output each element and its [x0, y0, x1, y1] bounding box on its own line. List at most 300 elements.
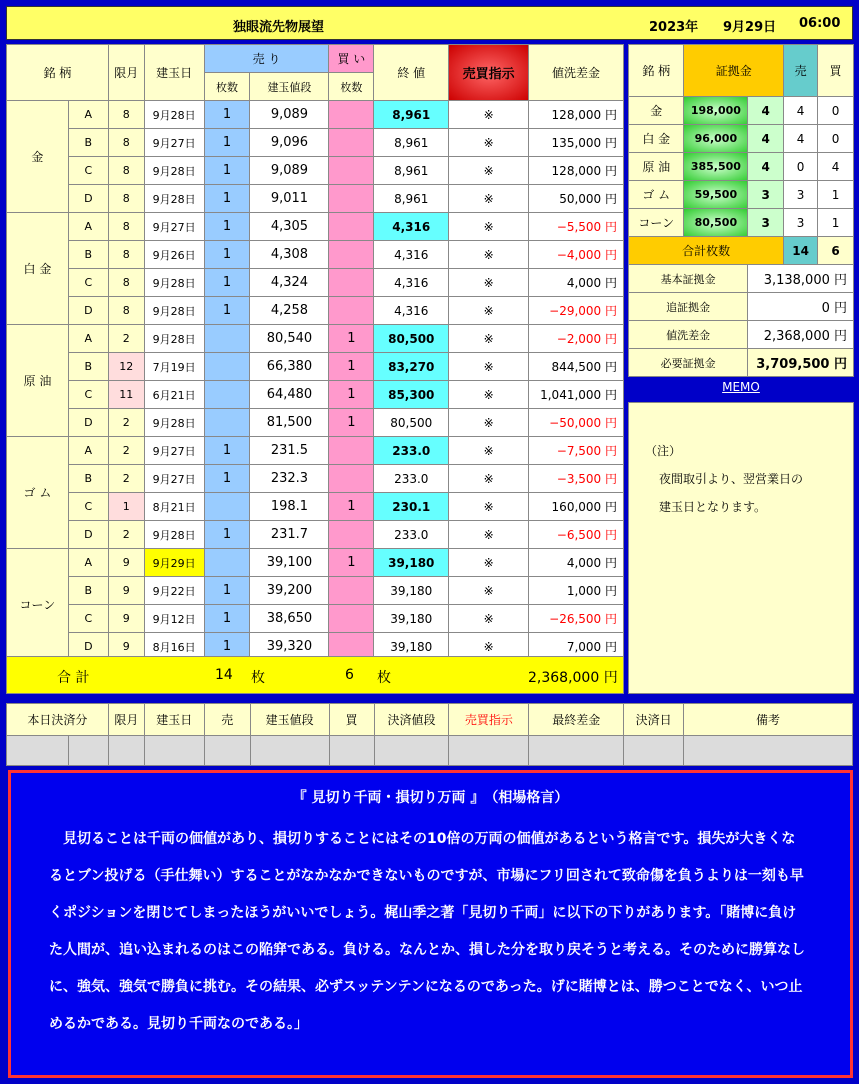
buy-count-cell: [329, 185, 374, 213]
margin-sell: 4: [784, 97, 818, 125]
entry-price-cell: 9,089: [250, 101, 329, 129]
grade-cell: A: [68, 437, 108, 465]
col-gengetsu: 限月: [108, 45, 144, 101]
position-row: [7, 409, 624, 437]
margin-amount: 198,000: [684, 97, 748, 125]
date-cell: 9月27日: [144, 437, 204, 465]
sell-count-cell: [204, 353, 250, 381]
margin-row: [629, 153, 854, 181]
grade-cell: C: [68, 493, 108, 521]
grade-cell: B: [68, 241, 108, 269]
header-bar: [6, 6, 853, 40]
proverb-body: 見切ることは千両の価値があり、損切りすることにはその10倍の万両の価値があるという格言です。損失が大きくなるとブン投げる（手仕舞い）することがなかなかできないものですが、市場にフリ回されて致命傷を負うよりは一刻も早くポジションを閉じてしまったほうがいいでしょう。梶山季之著「見切り千両」に以下の下りがあります。「賭博に負けた人間が、追い込まれるのはこの陥穽である。負ける。なんとか、損した分を取り戻そうと考える。そのために勝算なしに、強気、強気で勝負に挑む。その結果、必ずスッテンテンになるのであった。げに賭博とは、勝つことでなく、いつ止めるかである。見切り千両なのである。」: [49, 831, 805, 1032]
sell-count-cell: 1: [204, 185, 250, 213]
grade-cell: C: [68, 269, 108, 297]
position-row: [7, 549, 624, 577]
settled-empty-cell: [374, 736, 449, 766]
sell-count-cell: 1: [204, 213, 250, 241]
diff-cell: 50,000 円: [529, 185, 624, 213]
diff-cell: −4,000 円: [529, 241, 624, 269]
sell-count-cell: 1: [204, 521, 250, 549]
settled-empty-cell: [204, 736, 250, 766]
order-cell: ※: [449, 633, 529, 661]
margin-count: 4: [748, 153, 784, 181]
settled-col: 決済日: [624, 704, 684, 736]
date-cell: 9月28日: [144, 297, 204, 325]
entry-price-cell: 38,650: [250, 605, 329, 633]
margin-sell: 0: [784, 153, 818, 181]
order-cell: ※: [449, 465, 529, 493]
positions-table: [6, 44, 624, 661]
settled-empty-row: [7, 736, 853, 766]
date-cell: 9月28日: [144, 409, 204, 437]
summary-label: 必要証拠金: [629, 349, 748, 377]
diff-cell: −29,000 円: [529, 297, 624, 325]
close-price-cell: 4,316: [374, 213, 449, 241]
buy-count-cell: [329, 577, 374, 605]
grade-cell: D: [68, 185, 108, 213]
close-price-cell: 85,300: [374, 381, 449, 409]
total-buy-count: 6: [345, 667, 354, 683]
date-cell: 9月28日: [144, 269, 204, 297]
order-cell: ※: [449, 409, 529, 437]
month-cell: 8: [108, 129, 144, 157]
settled-empty-cell: [624, 736, 684, 766]
margin-table: [628, 44, 854, 377]
total-sell-count: 14: [215, 667, 233, 683]
margin-name: 白 金: [629, 125, 684, 153]
col-baibai-shiji: 売買指示: [449, 45, 529, 101]
order-cell: ※: [449, 129, 529, 157]
month-cell: 2: [108, 325, 144, 353]
entry-price-cell: 39,320: [250, 633, 329, 661]
margin-row: [629, 209, 854, 237]
close-price-cell: 233.0: [374, 465, 449, 493]
diff-cell: 1,041,000 円: [529, 381, 624, 409]
margin-buy: 1: [818, 209, 854, 237]
month-cell: 2: [108, 409, 144, 437]
sell-count-cell: 1: [204, 157, 250, 185]
col-tategyokubi: 建玉日: [144, 45, 204, 101]
entry-price-cell: 4,258: [250, 297, 329, 325]
col-nearai: 値洗差金: [529, 45, 624, 101]
margin-summary-row: [629, 349, 854, 377]
close-price-cell: 4,316: [374, 297, 449, 325]
buy-count-cell: [329, 297, 374, 325]
order-cell: ※: [449, 437, 529, 465]
grade-cell: B: [68, 577, 108, 605]
margin-amount: 80,500: [684, 209, 748, 237]
margin-total-row: [629, 237, 854, 265]
settled-empty-cell: [108, 736, 144, 766]
date-cell: 6月21日: [144, 381, 204, 409]
entry-price-cell: 4,324: [250, 269, 329, 297]
settled-empty-cell: [68, 736, 108, 766]
commodity-name: コーン: [7, 549, 69, 661]
page-title: 独眼流先物展望: [233, 20, 325, 35]
margin-summary-row: [629, 293, 854, 321]
margin-summary-row: [629, 265, 854, 293]
sell-count-cell: [204, 549, 250, 577]
settled-table: [6, 703, 853, 766]
settled-empty-cell: [684, 736, 853, 766]
date-cell: 9月28日: [144, 325, 204, 353]
close-price-cell: 80,500: [374, 409, 449, 437]
month-cell: 2: [108, 465, 144, 493]
sell-count-cell: 1: [204, 465, 250, 493]
buy-count-cell: [329, 521, 374, 549]
entry-price-cell: 81,500: [250, 409, 329, 437]
buy-count-cell: [329, 269, 374, 297]
settled-header-row: [7, 704, 853, 736]
buy-count-cell: [329, 101, 374, 129]
commodity-name: 白 金: [7, 213, 69, 325]
margin-name: ゴ ム: [629, 181, 684, 209]
sell-count-cell: 1: [204, 241, 250, 269]
close-price-cell: 8,961: [374, 157, 449, 185]
settled-empty-cell: [250, 736, 329, 766]
margin-amount: 96,000: [684, 125, 748, 153]
diff-cell: 128,000 円: [529, 157, 624, 185]
total-diff: 2,368,000 円: [528, 670, 618, 686]
grade-cell: A: [68, 549, 108, 577]
settled-col: 売買指示: [449, 704, 529, 736]
margin-row: [629, 181, 854, 209]
close-price-cell: 39,180: [374, 577, 449, 605]
date-cell: 8月16日: [144, 633, 204, 661]
margin-total-sell: 14: [784, 237, 818, 265]
diff-cell: −50,000 円: [529, 409, 624, 437]
sell-count-cell: 1: [204, 129, 250, 157]
close-price-cell: 39,180: [374, 605, 449, 633]
order-cell: ※: [449, 493, 529, 521]
header-time: 06:00: [799, 16, 841, 31]
grade-cell: B: [68, 129, 108, 157]
commodity-name: 金: [7, 101, 69, 213]
position-row: [7, 325, 624, 353]
position-row: [7, 241, 624, 269]
buy-count-cell: [329, 605, 374, 633]
total-unit-sell: 枚: [251, 670, 265, 686]
close-price-cell: 8,961: [374, 129, 449, 157]
proverb-title: 『 見切り千両・損切り万両 』 （相場格言）: [292, 790, 569, 806]
diff-cell: 160,000 円: [529, 493, 624, 521]
buy-count-cell: [329, 213, 374, 241]
diff-cell: 128,000 円: [529, 101, 624, 129]
diff-cell: 1,000 円: [529, 577, 624, 605]
grade-cell: C: [68, 605, 108, 633]
settled-col: 本日決済分: [7, 704, 109, 736]
position-row: [7, 493, 624, 521]
margin-col-shokokin: 証拠金: [684, 45, 784, 97]
position-row: [7, 381, 624, 409]
buy-count-cell: 1: [329, 381, 374, 409]
order-cell: ※: [449, 325, 529, 353]
sell-count-cell: [204, 325, 250, 353]
grade-cell: A: [68, 101, 108, 129]
month-cell: 11: [108, 381, 144, 409]
col-uri-maisu: 枚数: [204, 73, 250, 101]
margin-col-meigara: 銘 柄: [629, 45, 684, 97]
date-cell: 9月12日: [144, 605, 204, 633]
month-cell: 8: [108, 269, 144, 297]
buy-count-cell: 1: [329, 353, 374, 381]
entry-price-cell: 231.7: [250, 521, 329, 549]
sell-count-cell: [204, 409, 250, 437]
close-price-cell: 8,961: [374, 185, 449, 213]
margin-count: 4: [748, 125, 784, 153]
sell-count-cell: [204, 381, 250, 409]
entry-price-cell: 4,308: [250, 241, 329, 269]
position-row: [7, 353, 624, 381]
buy-count-cell: 1: [329, 409, 374, 437]
memo-line3: 建玉日となります。: [659, 500, 767, 514]
settled-empty-cell: [329, 736, 374, 766]
date-cell: 9月29日: [144, 549, 204, 577]
date-cell: 9月27日: [144, 465, 204, 493]
diff-cell: 135,000 円: [529, 129, 624, 157]
entry-price-cell: 39,200: [250, 577, 329, 605]
order-cell: ※: [449, 549, 529, 577]
col-kai: 買 い: [329, 45, 374, 73]
entry-price-cell: 9,089: [250, 157, 329, 185]
date-cell: 9月27日: [144, 213, 204, 241]
diff-cell: −2,000 円: [529, 325, 624, 353]
entry-price-cell: 9,096: [250, 129, 329, 157]
order-cell: ※: [449, 577, 529, 605]
col-kai-maisu: 枚数: [329, 73, 374, 101]
col-uri: 売 り: [204, 45, 329, 73]
margin-buy: 1: [818, 181, 854, 209]
date-cell: 9月28日: [144, 157, 204, 185]
grade-cell: D: [68, 409, 108, 437]
margin-sell: 4: [784, 125, 818, 153]
entry-price-cell: 4,305: [250, 213, 329, 241]
close-price-cell: 39,180: [374, 549, 449, 577]
order-cell: ※: [449, 297, 529, 325]
position-row: [7, 437, 624, 465]
total-unit-buy: 枚: [377, 670, 391, 686]
close-price-cell: 80,500: [374, 325, 449, 353]
margin-col-uri: 売: [784, 45, 818, 97]
month-cell: 2: [108, 437, 144, 465]
entry-price-cell: 39,100: [250, 549, 329, 577]
memo-link[interactable]: MEMO: [722, 380, 760, 394]
header-date: 9月29日: [723, 20, 777, 35]
date-cell: 9月28日: [144, 185, 204, 213]
proverb-panel: [8, 770, 853, 1078]
margin-buy: 0: [818, 97, 854, 125]
header-year: 2023年: [649, 20, 699, 35]
margin-row: [629, 97, 854, 125]
buy-count-cell: [329, 241, 374, 269]
position-row: [7, 297, 624, 325]
margin-amount: 59,500: [684, 181, 748, 209]
buy-count-cell: 1: [329, 493, 374, 521]
diff-cell: −26,500 円: [529, 605, 624, 633]
entry-price-cell: 231.5: [250, 437, 329, 465]
order-cell: ※: [449, 521, 529, 549]
margin-count: 4: [748, 97, 784, 125]
month-cell: 9: [108, 605, 144, 633]
col-meigara: 銘 柄: [7, 45, 109, 101]
close-price-cell: 233.0: [374, 437, 449, 465]
grade-cell: D: [68, 521, 108, 549]
margin-name: コーン: [629, 209, 684, 237]
settled-empty-cell: [144, 736, 204, 766]
settled-col: 備考: [684, 704, 853, 736]
margin-name: 原 油: [629, 153, 684, 181]
position-row: [7, 269, 624, 297]
summary-value: 0 円: [748, 293, 854, 321]
position-row: [7, 213, 624, 241]
buy-count-cell: 1: [329, 549, 374, 577]
grade-cell: A: [68, 213, 108, 241]
margin-sell: 3: [784, 181, 818, 209]
month-cell: 8: [108, 297, 144, 325]
order-cell: ※: [449, 157, 529, 185]
close-price-cell: 83,270: [374, 353, 449, 381]
summary-value: 3,138,000 円: [748, 265, 854, 293]
settled-col: 限月: [108, 704, 144, 736]
sell-count-cell: [204, 493, 250, 521]
entry-price-cell: 64,480: [250, 381, 329, 409]
position-row: [7, 101, 624, 129]
order-cell: ※: [449, 353, 529, 381]
month-cell: 8: [108, 185, 144, 213]
month-cell: 1: [108, 493, 144, 521]
sell-count-cell: 1: [204, 437, 250, 465]
month-cell: 8: [108, 241, 144, 269]
diff-cell: −3,500 円: [529, 465, 624, 493]
memo-panel: [628, 402, 854, 694]
position-row: [7, 465, 624, 493]
total-label: 合 計: [57, 670, 90, 686]
position-row: [7, 521, 624, 549]
settled-empty-cell: [7, 736, 69, 766]
buy-count-cell: [329, 465, 374, 493]
month-cell: 8: [108, 157, 144, 185]
summary-label: 値洗差金: [629, 321, 748, 349]
date-cell: 8月21日: [144, 493, 204, 521]
date-cell: 7月19日: [144, 353, 204, 381]
diff-cell: 844,500 円: [529, 353, 624, 381]
summary-value: 2,368,000 円: [748, 321, 854, 349]
month-cell: 9: [108, 633, 144, 661]
order-cell: ※: [449, 605, 529, 633]
month-cell: 8: [108, 213, 144, 241]
grade-cell: C: [68, 381, 108, 409]
settled-col: 買: [329, 704, 374, 736]
settled-col: 建玉値段: [250, 704, 329, 736]
grade-cell: A: [68, 325, 108, 353]
summary-label: 追証拠金: [629, 293, 748, 321]
date-cell: 9月28日: [144, 521, 204, 549]
month-cell: 2: [108, 521, 144, 549]
grade-cell: C: [68, 157, 108, 185]
grade-cell: B: [68, 465, 108, 493]
entry-price-cell: 232.3: [250, 465, 329, 493]
diff-cell: 7,000 円: [529, 633, 624, 661]
close-price-cell: 39,180: [374, 633, 449, 661]
diff-cell: −6,500 円: [529, 521, 624, 549]
memo-line2: 夜間取引より、翌営業日の: [659, 472, 804, 486]
position-row: [7, 577, 624, 605]
order-cell: ※: [449, 213, 529, 241]
grade-cell: D: [68, 633, 108, 661]
diff-cell: 4,000 円: [529, 549, 624, 577]
close-price-cell: 233.0: [374, 521, 449, 549]
close-price-cell: 4,316: [374, 269, 449, 297]
entry-price-cell: 80,540: [250, 325, 329, 353]
month-cell: 9: [108, 577, 144, 605]
position-row: [7, 185, 624, 213]
date-cell: 9月26日: [144, 241, 204, 269]
order-cell: ※: [449, 185, 529, 213]
buy-count-cell: [329, 157, 374, 185]
margin-buy: 4: [818, 153, 854, 181]
order-cell: ※: [449, 101, 529, 129]
entry-price-cell: 9,011: [250, 185, 329, 213]
margin-count: 3: [748, 181, 784, 209]
settled-col: 建玉日: [144, 704, 204, 736]
date-cell: 9月28日: [144, 101, 204, 129]
grade-cell: B: [68, 353, 108, 381]
settled-empty-cell: [449, 736, 529, 766]
diff-cell: −7,500 円: [529, 437, 624, 465]
margin-total-label: 合計枚数: [629, 237, 784, 265]
margin-name: 金: [629, 97, 684, 125]
month-cell: 9: [108, 549, 144, 577]
col-tategyoku-nedan: 建玉値段: [250, 73, 329, 101]
date-cell: 9月27日: [144, 129, 204, 157]
sell-count-cell: 1: [204, 269, 250, 297]
diff-cell: 4,000 円: [529, 269, 624, 297]
grade-cell: D: [68, 297, 108, 325]
settled-empty-cell: [529, 736, 624, 766]
sell-count-cell: 1: [204, 633, 250, 661]
margin-amount: 385,500: [684, 153, 748, 181]
margin-col-kai: 買: [818, 45, 854, 97]
month-cell: 12: [108, 353, 144, 381]
position-row: [7, 157, 624, 185]
diff-cell: −5,500 円: [529, 213, 624, 241]
position-row: [7, 129, 624, 157]
order-cell: ※: [449, 381, 529, 409]
margin-row: [629, 125, 854, 153]
memo-note: （注）: [645, 444, 682, 458]
entry-price-cell: 66,380: [250, 353, 329, 381]
buy-count-cell: [329, 437, 374, 465]
margin-summary-row: [629, 321, 854, 349]
entry-price-cell: 198.1: [250, 493, 329, 521]
position-row: [7, 605, 624, 633]
sell-count-cell: 1: [204, 577, 250, 605]
col-owarine: 終 値: [374, 45, 449, 101]
buy-count-cell: 1: [329, 325, 374, 353]
month-cell: 8: [108, 101, 144, 129]
sell-count-cell: 1: [204, 297, 250, 325]
sell-count-cell: 1: [204, 605, 250, 633]
order-cell: ※: [449, 269, 529, 297]
close-price-cell: 4,316: [374, 241, 449, 269]
summary-value: 3,709,500 円: [748, 349, 854, 377]
total-row: [6, 656, 624, 694]
close-price-cell: 8,961: [374, 101, 449, 129]
summary-label: 基本証拠金: [629, 265, 748, 293]
commodity-name: 原 油: [7, 325, 69, 437]
order-cell: ※: [449, 241, 529, 269]
